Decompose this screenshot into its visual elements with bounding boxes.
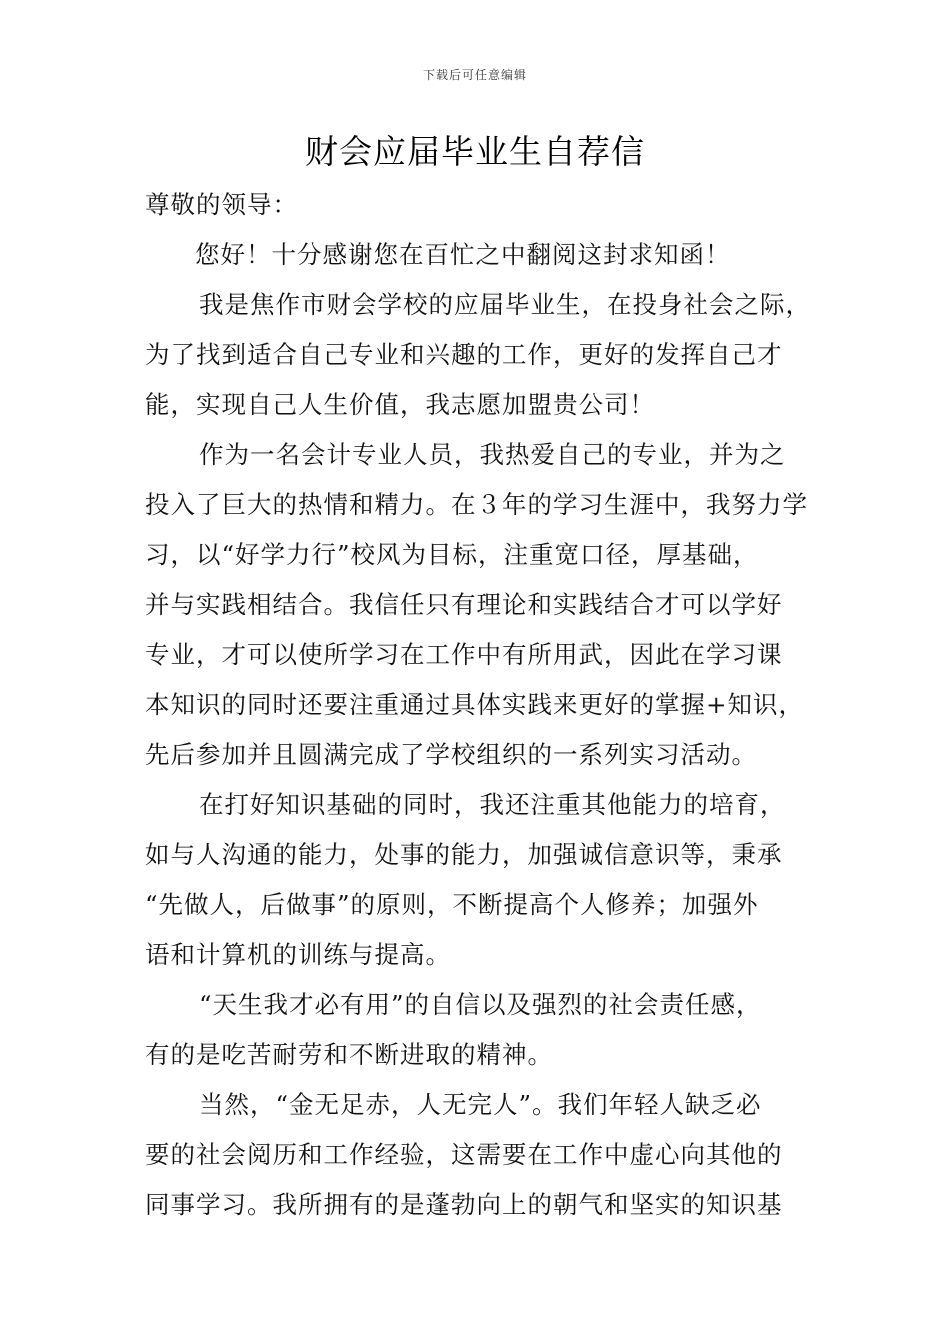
paragraph-line: 同事学习。我所拥有的是蓬勃向上的朝气和坚实的知识基 [145, 1190, 783, 1219]
paragraph-line: 有的是吃苦耐劳和不断进取的精神。 [145, 1040, 553, 1069]
paragraph-line: 当然，“金无足赤，人无完人”。我们年轻人缺乏必 [199, 1090, 762, 1119]
paragraph-line: 投入了巨大的热情和精力。在３年的学习生涯中，我努力学 [145, 490, 808, 519]
paragraph-line: “天生我才必有用”的自信以及强烈的社会责任感， [199, 990, 762, 1019]
paragraph-line: 专业，才可以使所学习在工作中有所用武，因此在学习课 [145, 640, 783, 669]
paragraph-line: 在打好知识基础的同时，我还注重其他能力的培育， [199, 790, 786, 819]
salutation: 尊敬的领导： [145, 190, 298, 219]
paragraph-line: “先做人，后做事”的原则，不断提高个人修养；加强外 [145, 890, 759, 919]
paragraph-line: 习，以“好学力行”校风为目标，注重宽口径，厚基础， [145, 540, 759, 569]
header-note: 下载后可任意编辑 [422, 68, 527, 82]
paragraph-line: 能，实现自己人生价值，我志愿加盟贵公司！ [145, 390, 655, 419]
paragraph-line: 先后参加并且圆满完成了学校组织的一系列实习活动。 [145, 740, 757, 769]
paragraph-line: 作为一名会计专业人员，我热爱自己的专业，并为之 [199, 440, 786, 469]
paragraph-line: 要的社会阅历和工作经验，这需要在工作中虚心向其他的 [145, 1140, 783, 1169]
greeting-line: 您好！十分感谢您在百忙之中翻阅这封求知函！ [195, 240, 731, 269]
paragraph-line: 如与人沟通的能力，处事的能力，加强诚信意识等，秉承 [145, 840, 783, 869]
letter-body [145, 180, 835, 1230]
paragraph-line: 并与实践相结合。我信任只有理论和实践结合才可以学好 [145, 590, 783, 619]
paragraph-line: 为了找到适合自己专业和兴趣的工作，更好的发挥自己才 [145, 340, 783, 369]
document-title: 财会应届毕业生自荐信 [305, 132, 645, 171]
paragraph-line: 本知识的同时还要注重通过具体实践来更好的掌握+知识， [145, 690, 805, 719]
paragraph-line: 我是焦作市财会学校的应届毕业生，在投身社会之际， [199, 290, 811, 319]
paragraph-line: 语和计算机的训练与提高。 [145, 940, 451, 969]
